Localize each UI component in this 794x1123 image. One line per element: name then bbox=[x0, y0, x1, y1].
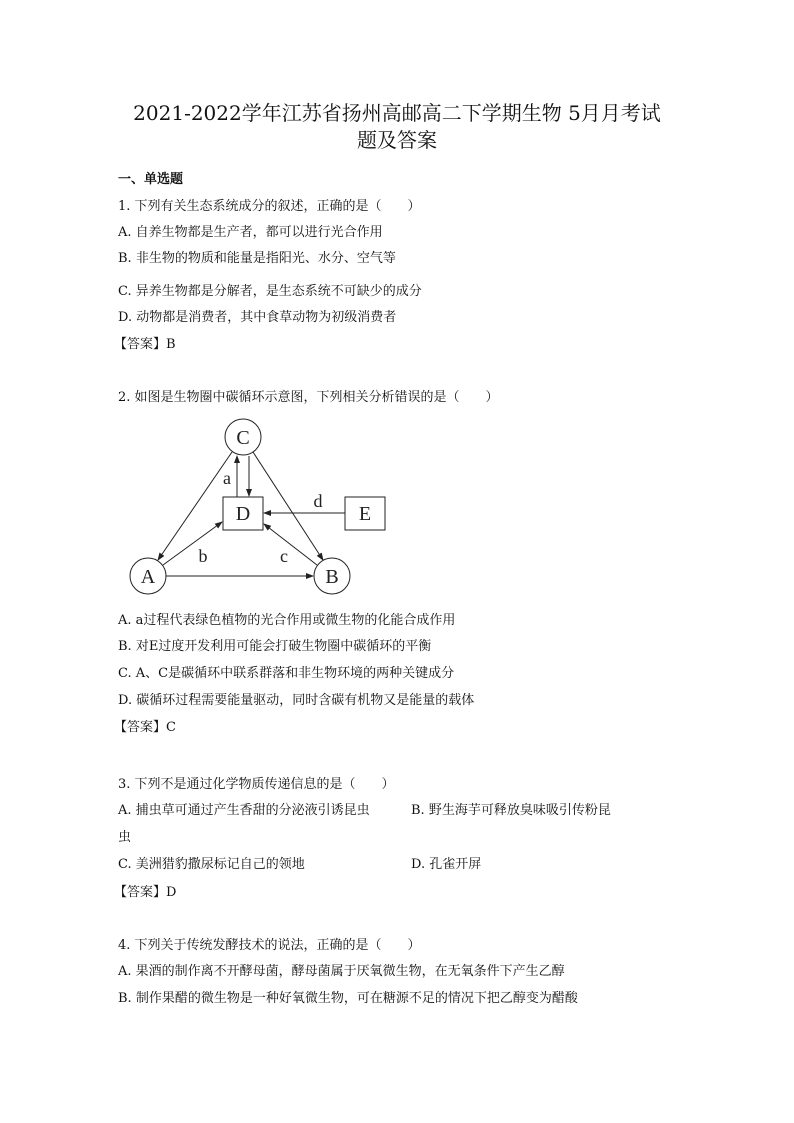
section-heading: 一、单选题 bbox=[118, 172, 184, 187]
option-c: C. A、C是碳循环中联系群落和非生物环境的两种关键成分 bbox=[118, 666, 455, 681]
node-e-label: E bbox=[358, 503, 372, 525]
option-b: B. 野生海芋可释放臭味吸引传粉昆 bbox=[411, 803, 611, 818]
option-c: C. 美洲猎豹撒尿标记自己的领地 bbox=[118, 857, 305, 872]
node-d-label: D bbox=[235, 503, 251, 525]
option-b-continued: 虫 bbox=[118, 830, 132, 845]
option-d: D. 碳循环过程需要能量驱动，同时含碳有机物又是能量的载体 bbox=[118, 693, 475, 708]
node-b-label: B bbox=[325, 566, 339, 588]
answer: 【答案】B bbox=[114, 337, 176, 352]
option-c: C. 异养生物都是分解者，是生态系统不可缺少的成分 bbox=[118, 284, 422, 299]
option-b: B. 对E过度开发利用可能会打破生物圈中碳循环的平衡 bbox=[118, 639, 432, 654]
arrow-a-to-d bbox=[163, 522, 222, 565]
label-b: b bbox=[198, 546, 208, 566]
answer: 【答案】C bbox=[114, 720, 176, 735]
document-title-line1: 2021-2022学年江苏省扬州高邮高二下学期生物 5月月考试 bbox=[133, 101, 661, 125]
node-c-label: C bbox=[236, 427, 250, 449]
question-stem: 4. 下列关于传统发酵技术的说法，正确的是（ ） bbox=[118, 938, 421, 953]
option-a: A. 捕虫草可通过产生香甜的分泌液引诱昆虫 bbox=[118, 803, 370, 818]
option-b: B. 制作果醋的微生物是一种好氧微生物，可在糖源不足的情况下把乙醇变为醋酸 bbox=[118, 991, 578, 1006]
arrow-b-to-d bbox=[264, 524, 317, 565]
question-stem: 3. 下列不是通过化学物质传递信息的是（ ） bbox=[118, 777, 395, 792]
question-stem: 2. 如图是生物圈中碳循环示意图，下列相关分析错误的是（ ） bbox=[118, 390, 499, 405]
option-b: B. 非生物的物质和能量是指阳光、水分、空气等 bbox=[118, 251, 396, 266]
question-stem: 1. 下列有关生态系统成分的叙述，正确的是（ ） bbox=[118, 199, 421, 214]
option-d: D. 动物都是消费者，其中食草动物为初级消费者 bbox=[118, 310, 397, 325]
answer: 【答案】D bbox=[114, 885, 177, 900]
node-a-label: A bbox=[140, 566, 156, 588]
option-a: A. 果酒的制作离不开酵母菌，酵母菌属于厌氧微生物，在无氧条件下产生乙醇 bbox=[118, 964, 565, 979]
label-a: a bbox=[223, 468, 231, 488]
arrow-c-to-a bbox=[158, 452, 232, 560]
label-c: c bbox=[280, 546, 288, 566]
option-d: D. 孔雀开屏 bbox=[411, 857, 482, 872]
carbon-cycle-diagram bbox=[120, 410, 400, 600]
document-title-line2: 题及答案 bbox=[357, 128, 437, 152]
option-a: A. 自养生物都是生产者，都可以进行光合作用 bbox=[118, 225, 383, 240]
option-a: A. a过程代表绿色植物的光合作用或微生物的化能合成作用 bbox=[118, 613, 456, 628]
label-d: d bbox=[313, 491, 323, 511]
